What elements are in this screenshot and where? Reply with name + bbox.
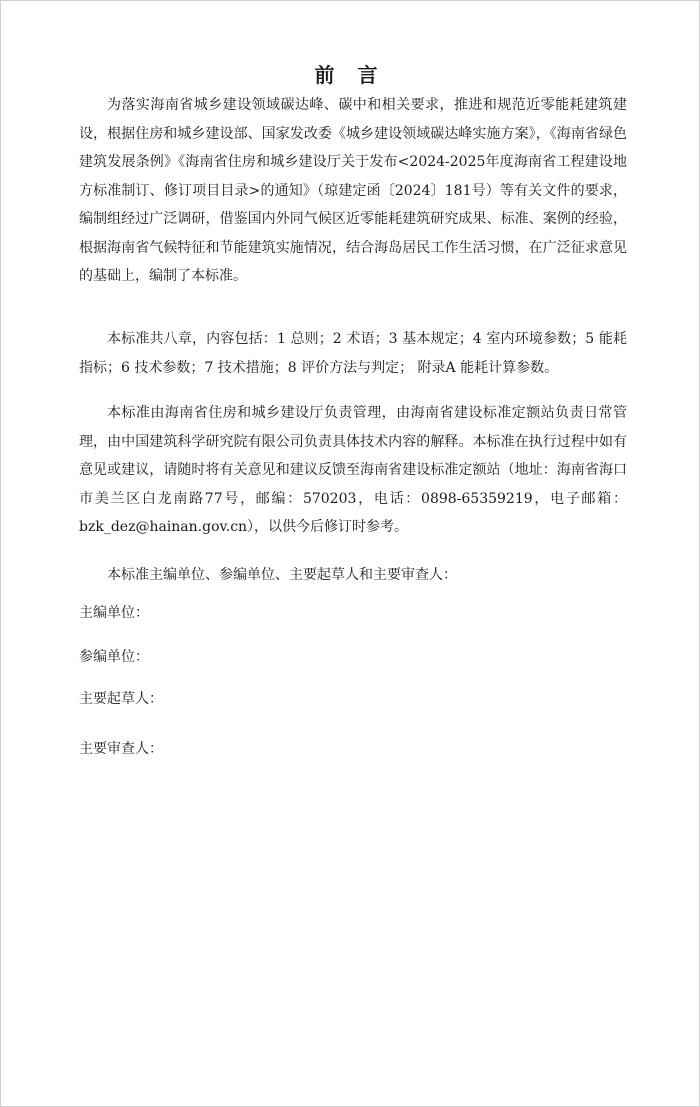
main-reviewers-label: 主要审查人： xyxy=(79,741,163,757)
participating-unit-label: 参编单位： xyxy=(79,649,149,665)
units-intro: 本标准主编单位、参编单位、主要起草人和主要审查人： xyxy=(107,567,457,583)
page-title: 前 言 xyxy=(314,63,386,87)
chief-unit-label: 主编单位： xyxy=(79,605,149,621)
management-paragraph: 本标准由海南省住房和城乡建设厅负责管理，由海南省建设标准定额站负责日常管理，由中国建筑科学研究院有限公司负责具体技术内容的解释。本标准在执行过程中如有意见或建议，请随时将有关意见和建议反馈至海南省建设标准定额站（地址：海南省海口市美兰区白龙南路77号，邮编：570203，电话：0898-65359219，电子邮箱：bzk_dez@hainan.gov.cn），以供今后修订时参考。 xyxy=(79,405,627,535)
main-drafters-label: 主要起草人： xyxy=(79,691,163,707)
contents-paragraph: 本标准共八章，内容包括：1 总则；2 术语；3 基本规定；4 室内环境参数；5 能耗指标；6 技术参数；7 技术措施；8 评价方法与判定； 附录A 能耗计算参数。 xyxy=(79,331,627,376)
intro-paragraph: 为落实海南省城乡建设领域碳达峰、碳中和相关要求，推进和规范近零能耗建筑建设，根据住房和城乡建设部、国家发改委《城乡建设领域碳达峰实施方案》，《海南省绿色建筑发展条例》《海南省住房和城乡建设厅关于发布<2024-2025年度海南省工程建设地方标准制订、修订项目目录>的通知》（琼建定函〔2024〕181号）等有关文件的要求，编制组经过广泛调研，借鉴国内外同气候区近零能耗建筑研究成果、标准、案例的经验，根据海南省气候特征和节能建筑实施情况，结合海岛居民工作生活习惯，在广泛征求意见的基础上，编制了本标准。 xyxy=(79,97,627,284)
